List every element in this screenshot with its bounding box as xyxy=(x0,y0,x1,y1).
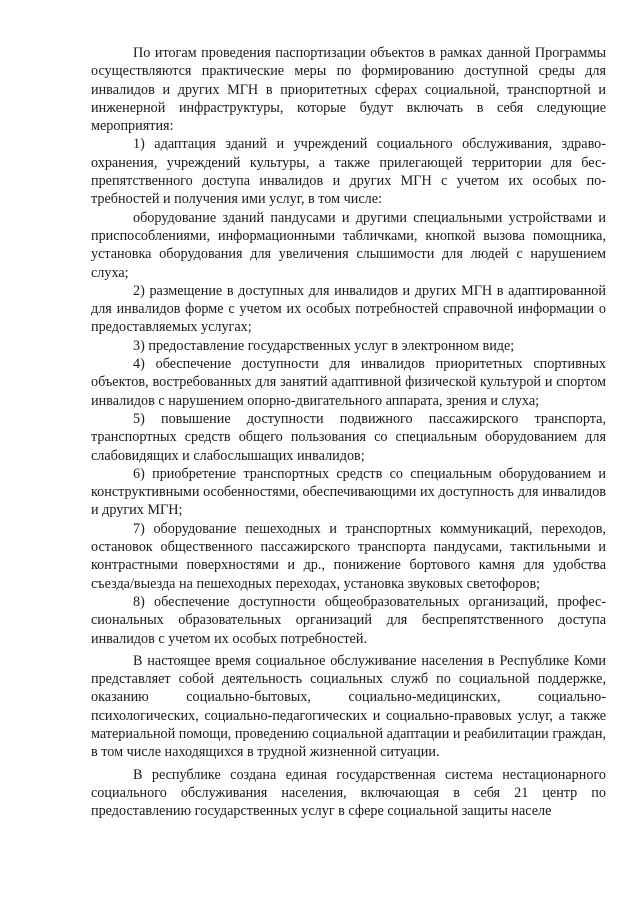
paragraph-state-system: В республике создана единая государственная система нестационарного социального обслуживания населения, включающая в себя 21 центр по предоставлению государственных услуг в сфере социальной защиты населе xyxy=(91,766,606,820)
paragraph-item-6: 6) приобретение транспортных средств со специальным оборудованием и конструктивными особенностями, обеспечивающими их доступность для инвалидов и других МГН; xyxy=(91,465,606,519)
paragraph-item-1-detail: оборудование зданий пандусами и другими специальными устройствами и приспособлениями, информационными табличками, кнопкой вызова помощника, установка оборудования для увеличения слышимости для людей с нарушением слуха; xyxy=(91,209,606,281)
paragraph-item-7: 7) оборудование пешеходных и транспортных коммуникаций, переходов, остановок общественного пассажирского транспорта пандусами, тактильными и контрастными поверхностями и др., понижение бортового камня для удобства съезда/выезда на пешеходных переходах, установка звуковых светофоров; xyxy=(91,520,606,592)
paragraph-item-2: 2) размещение в доступных для инвалидов и других МГН в адаптированной для инвалидов форме с учетом их особых потребностей справочной информации о предоставляемых услугах; xyxy=(91,282,606,336)
paragraph-intro: По итогам проведения паспортизации объектов в рамках данной Программы осуществляются практические меры по формированию доступной среды для инвалидов и других МГН в приоритетных сферах социальной, транспортной и инженерной инфраструктуры, которые будут включать в себя следующие мероприятия: xyxy=(91,45,606,135)
paragraph-item-5: 5) повышение доступности подвижного пассажирского транспорта, транспортных средств общего пользования со специальным оборудованием для слабовидящих и слабослышащих инвалидов; xyxy=(91,410,606,464)
paragraph-item-1: 1) адаптация зданий и учреждений социального обслуживания, здравоохранения, учреждений культуры, а также прилегающей территории для беспрепятственного доступа инвалидов и других МГН с учетом их особых потребностей и получения ими услуг, в том числе: xyxy=(91,136,606,208)
paragraph-social-services: В настоящее время социальное обслуживание населения в Республике Коми представляет собой деятельность социальных служб по социальной поддержке, оказанию социально-бытовых, социально-медицинских, социально-психологических, социально-педагогических и социально-правовых услуг, а также материальной помощи, проведению социальной адаптации и реабилитации граждан, в том числе находящихся в трудной жизненной ситуации. xyxy=(91,652,606,761)
paragraph-item-8: 8) обеспечение доступности общеобразовательных организаций, профессиональных образовательных организаций для беспрепятственного доступа инвалидов с учетом их особых потребностей. xyxy=(91,593,606,647)
paragraph-item-4: 4) обеспечение доступности для инвалидов приоритетных спортивных объектов, востребованных для занятий адаптивной физической культурой и спортом инвалидов с нарушением опорно-двигательного аппарата, зрения и слуха; xyxy=(91,356,606,409)
paragraph-item-3: 3) предоставление государственных услуг в электронном виде; xyxy=(133,337,515,354)
document-body xyxy=(91,44,606,820)
